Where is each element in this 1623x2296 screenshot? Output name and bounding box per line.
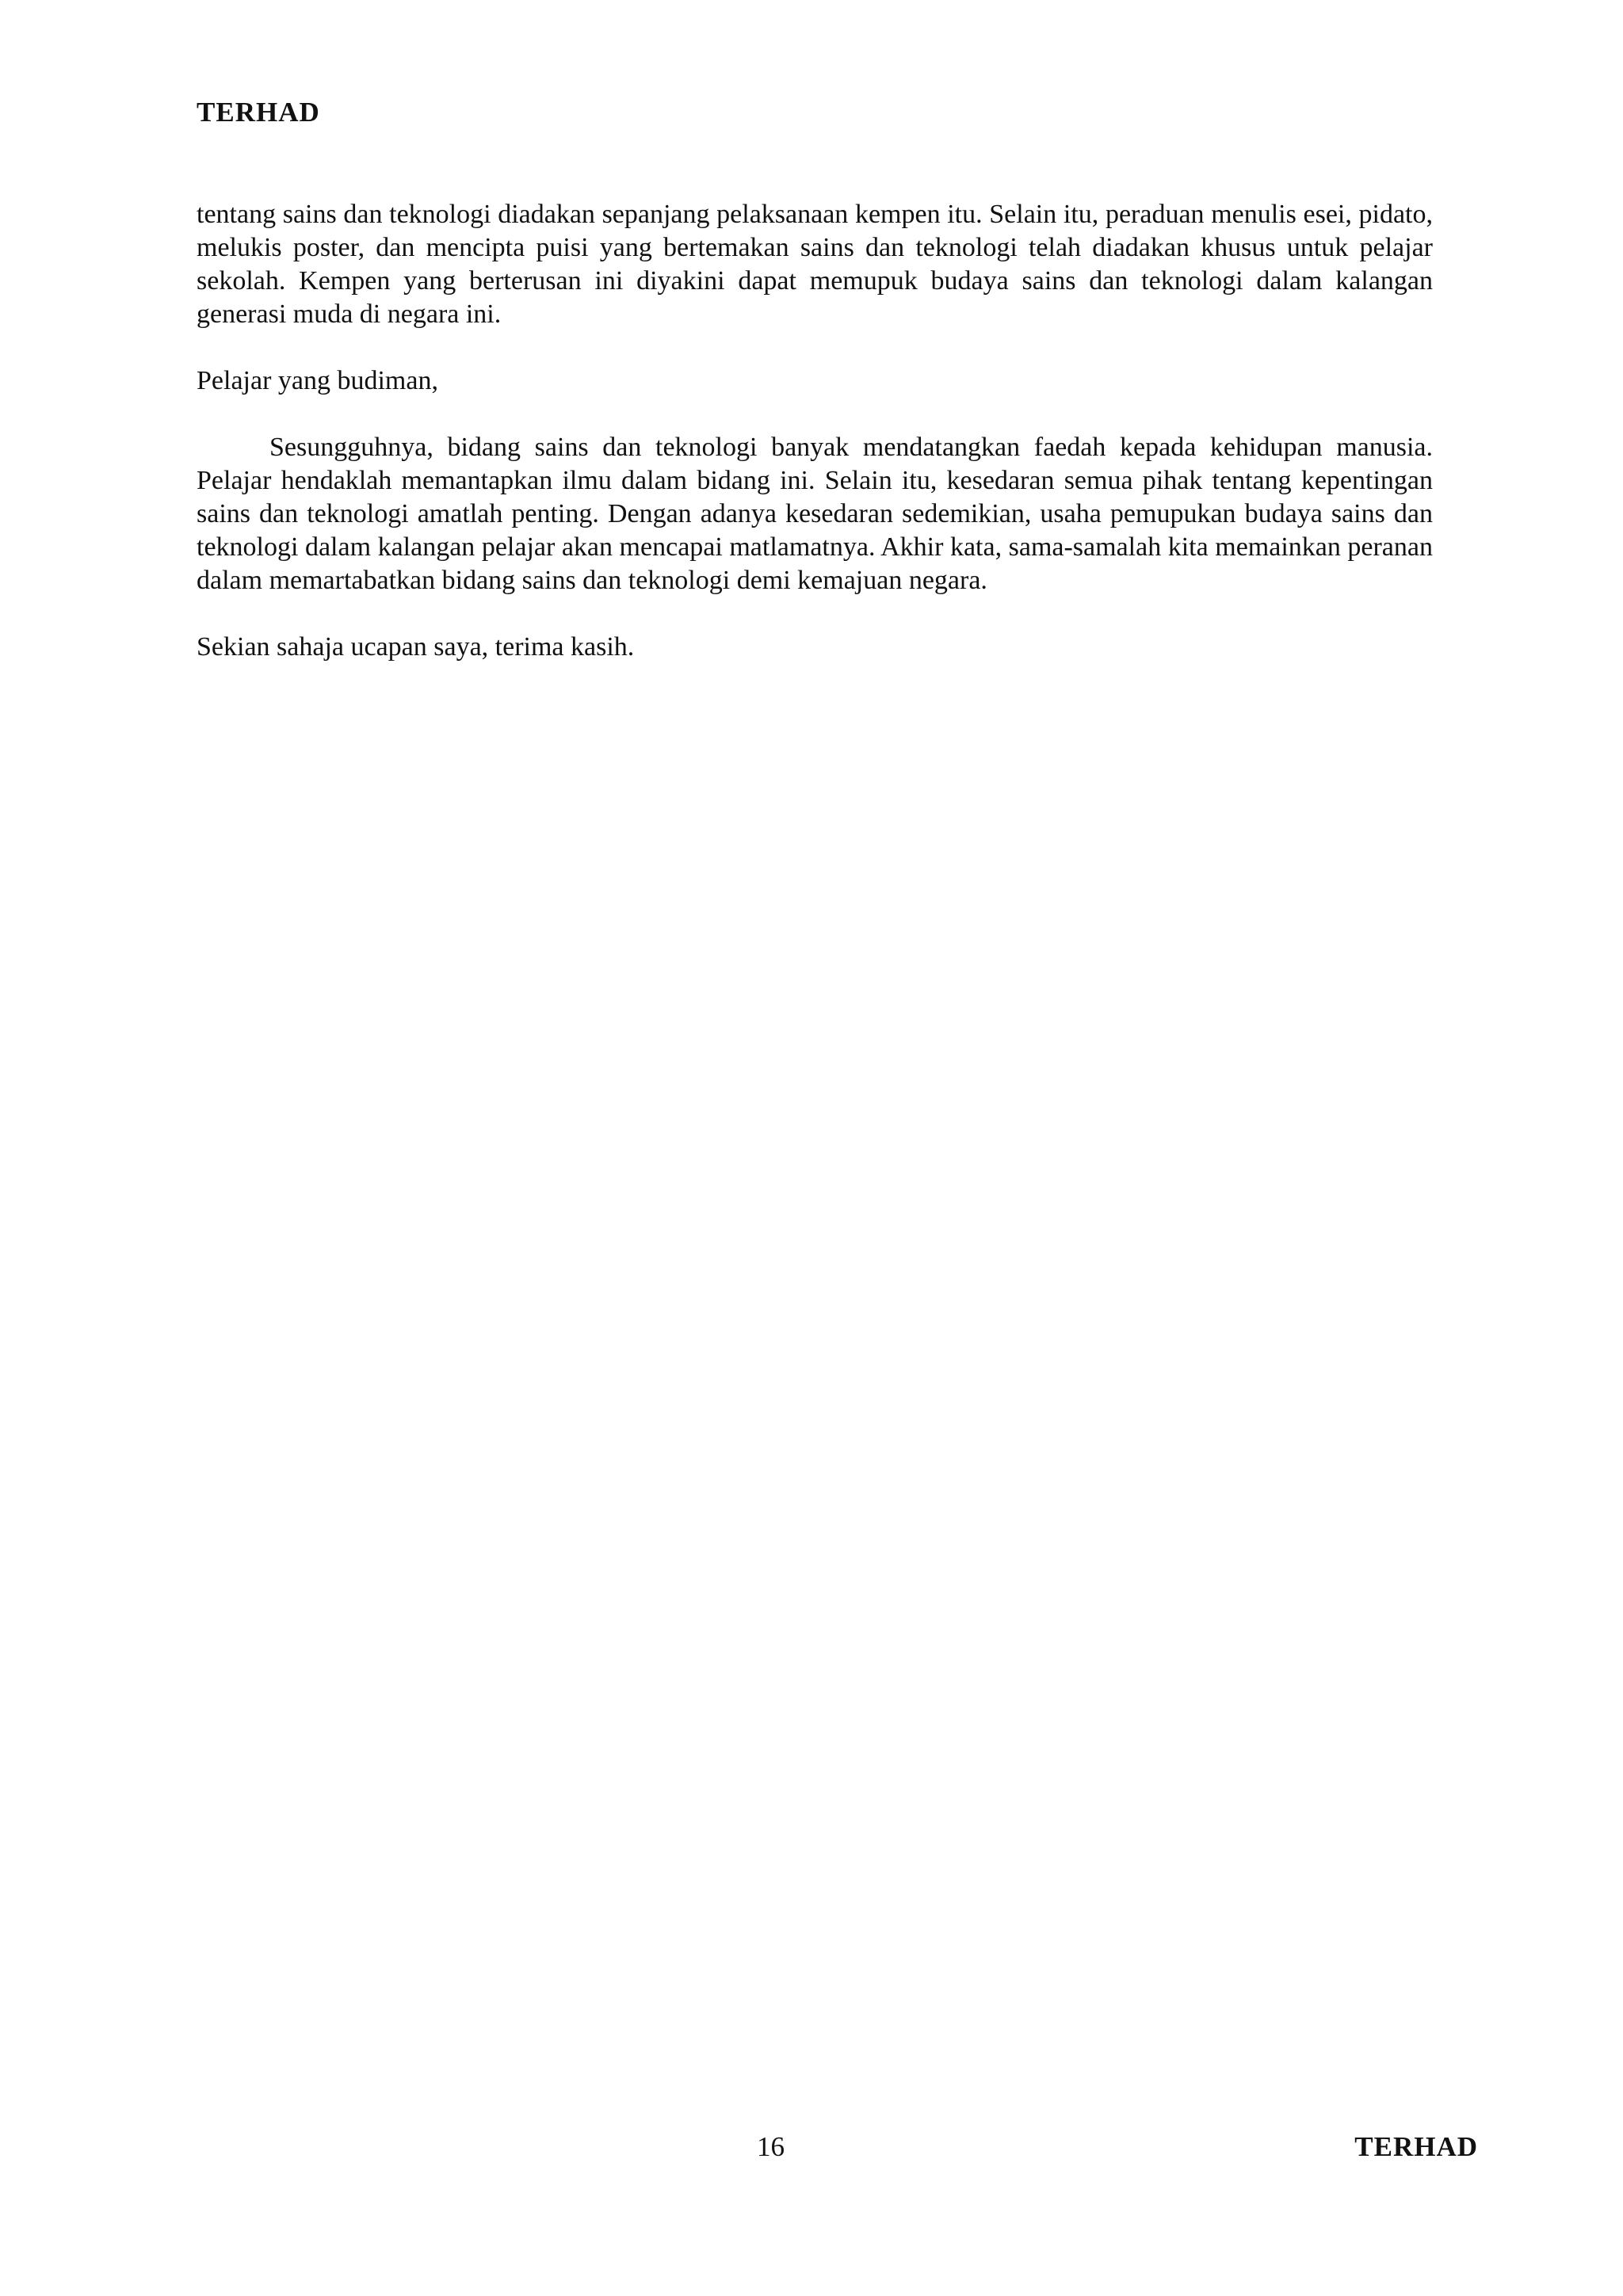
document-body [197, 198, 1433, 697]
greeting-line: Pelajar yang budiman, [197, 366, 438, 395]
paragraph-conclusion: Sesungguhnya, bidang sains dan teknologi banyak mendatangkan faedah kepada kehidupan manusia. Pelajar hendaklah memantapkan ilmu dalam bidang ini. Selain itu, kesedaran semua pihak tentang kepentingan sains dan teknologi amatlah penting. Dengan adanya kesedaran sedemikian, usaha pemupukan budaya sains dan teknologi dalam kalangan pelajar akan mencapai matlamatnya. Akhir kata, sama-samalah kita memainkan peranan dalam memartabatkan bidang sains dan teknologi demi kemajuan negara. [197, 433, 1433, 595]
page-number: 16 [757, 2131, 785, 2162]
header-classification-mark: TERHAD [197, 97, 320, 128]
footer-classification-mark: TERHAD [1354, 2131, 1478, 2162]
closing-line: Sekian sahaja ucapan saya, terima kasih. [197, 632, 635, 662]
paragraph-continuation: tentang sains dan teknologi diadakan sepanjang pelaksanaan kempen itu. Selain itu, peraduan menulis esei, pidato, melukis poster, dan mencipta puisi yang bertemakan sains dan teknologi telah diadakan khusus untuk pelajar sekolah. Kempen yang berterusan ini diyakini dapat memupuk budaya sains dan teknologi dalam kalangan generasi muda di negara ini. [197, 200, 1433, 329]
